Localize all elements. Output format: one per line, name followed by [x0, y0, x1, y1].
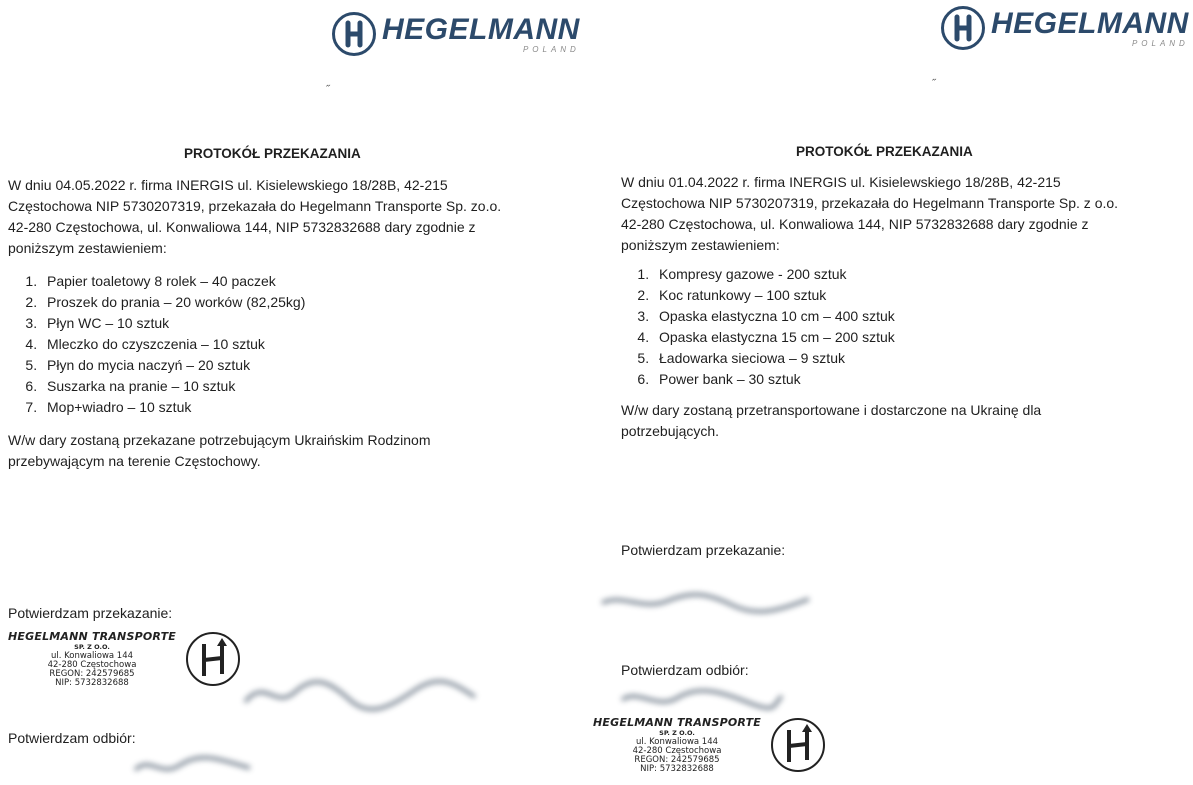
handover-signature [240, 672, 480, 719]
intro-paragraph [8, 175, 593, 259]
note-paragraph [8, 430, 593, 472]
intro-paragraph [621, 172, 1191, 256]
intro-line: Częstochowa NIP 5730207319, przekazała do Hegelmann Transporte Sp. z o.o. [621, 195, 1119, 211]
list-item: 2. Proszek do prania – 20 worków (82,25kg) [41, 292, 305, 313]
note-line: przebywającym na terenie Częstochowy. [8, 453, 261, 469]
document-title: PROTOKÓŁ PRZEKAZANIA [184, 146, 361, 161]
note-line: W/w dary zostaną przetransportowane i dostarczone na Ukrainę dla [621, 402, 1042, 418]
list-item: 1. Papier toaletowy 8 rolek – 40 paczek [41, 271, 305, 292]
confirm-receipt-label: Potwierdzam odbiór: [8, 730, 136, 746]
handover-signature [597, 585, 817, 624]
logo-sub: POLAND [1131, 38, 1189, 48]
list-item: 4. Mleczko do czyszczenia – 10 sztuk [41, 334, 305, 355]
list-item: 1. Kompresy gazowe - 200 sztuk [653, 264, 895, 285]
stamp-line: 42-280 Częstochowa [47, 660, 137, 670]
scan-speck: ˝ [326, 84, 330, 96]
stamp-line: ul. Konwaliowa 144 [635, 737, 719, 747]
logo-name: HEGELMANN [991, 6, 1189, 40]
list-item: 7. Mop+wiadro – 10 sztuk [41, 397, 305, 418]
company-stamp [593, 716, 827, 774]
list-item: 5. Płyn do mycia naczyń – 20 sztuk [41, 355, 305, 376]
confirm-handover-label: Potwierdzam przekazanie: [8, 605, 173, 621]
stamp-legal-form: SP. Z O.O. [659, 729, 695, 737]
list-item: 5. Ładowarka sieciowa – 9 sztuk [653, 348, 895, 369]
stamp-line: NIP: 5732832688 [55, 678, 129, 688]
stamp-company: HEGELMANN TRANSPORTE [8, 630, 176, 643]
logo-sub: POLAND [522, 44, 580, 54]
intro-line: poniższym zestawieniem: [8, 240, 167, 256]
hegelmann-logo [941, 6, 1189, 50]
stamp-company: HEGELMANN TRANSPORTE [593, 716, 761, 729]
stamp-line: REGON: 242579685 [634, 755, 720, 765]
stamp-seal-icon [184, 630, 242, 688]
stamp-line: REGON: 242579685 [49, 669, 135, 679]
logo-name: HEGELMANN [382, 12, 580, 46]
receipt-signature [617, 684, 787, 719]
note-paragraph [621, 400, 1191, 442]
list-item: 2. Koc ratunkowy – 100 sztuk [653, 285, 895, 306]
intro-line: Częstochowa NIP 5730207319, przekazała do Hegelmann Transporte Sp. zo.o. [8, 198, 502, 214]
donation-list [0, 271, 305, 418]
intro-line: poniższym zestawieniem: [621, 237, 780, 253]
hegelmann-h-logo-icon [941, 6, 985, 50]
company-stamp [8, 630, 242, 688]
intro-line: W dniu 04.05.2022 r. firma INERGIS ul. Kisielewskiego 18/28B, 42-215 [8, 177, 448, 193]
donation-list [612, 264, 895, 390]
list-item: 4. Opaska elastyczna 15 cm – 200 sztuk [653, 327, 895, 348]
hegelmann-h-logo-icon [332, 12, 376, 56]
confirm-handover-label: Potwierdzam przekazanie: [621, 542, 786, 558]
intro-line: 42-280 Częstochowa, ul. Konwaliowa 144, NIP 5732832688 dary zgodnie z [8, 219, 476, 235]
intro-line: W dniu 01.04.2022 r. firma INERGIS ul. Kisielewskiego 18/28B, 42-215 [621, 174, 1061, 190]
right-document [593, 0, 1193, 780]
list-item: 6. Suszarka na pranie – 10 sztuk [41, 376, 305, 397]
stamp-seal-icon [769, 716, 827, 774]
stamp-line: 42-280 Częstochowa [632, 746, 722, 756]
stamp-legal-form: SP. Z O.O. [74, 643, 110, 651]
list-item: 3. Opaska elastyczna 10 cm – 400 sztuk [653, 306, 895, 327]
stamp-line: NIP: 5732832688 [640, 764, 714, 774]
intro-line: 42-280 Częstochowa, ul. Konwaliowa 144, NIP 5732832688 dary zgodnie z [621, 216, 1089, 232]
document-title: PROTOKÓŁ PRZEKAZANIA [796, 144, 973, 159]
hegelmann-logo [332, 12, 580, 56]
note-line: W/w dary zostaną przekazane potrzebującym Ukraińskim Rodzinom [8, 432, 431, 448]
stamp-line: ul. Konwaliowa 144 [50, 651, 134, 661]
list-item: 3. Płyn WC – 10 sztuk [41, 313, 305, 334]
left-document [0, 0, 596, 780]
note-line: potrzebujących. [621, 423, 720, 439]
scan-speck: ˝ [932, 78, 936, 90]
list-item: 6. Power bank – 30 sztuk [653, 369, 895, 390]
confirm-receipt-label: Potwierdzam odbiór: [621, 662, 749, 678]
